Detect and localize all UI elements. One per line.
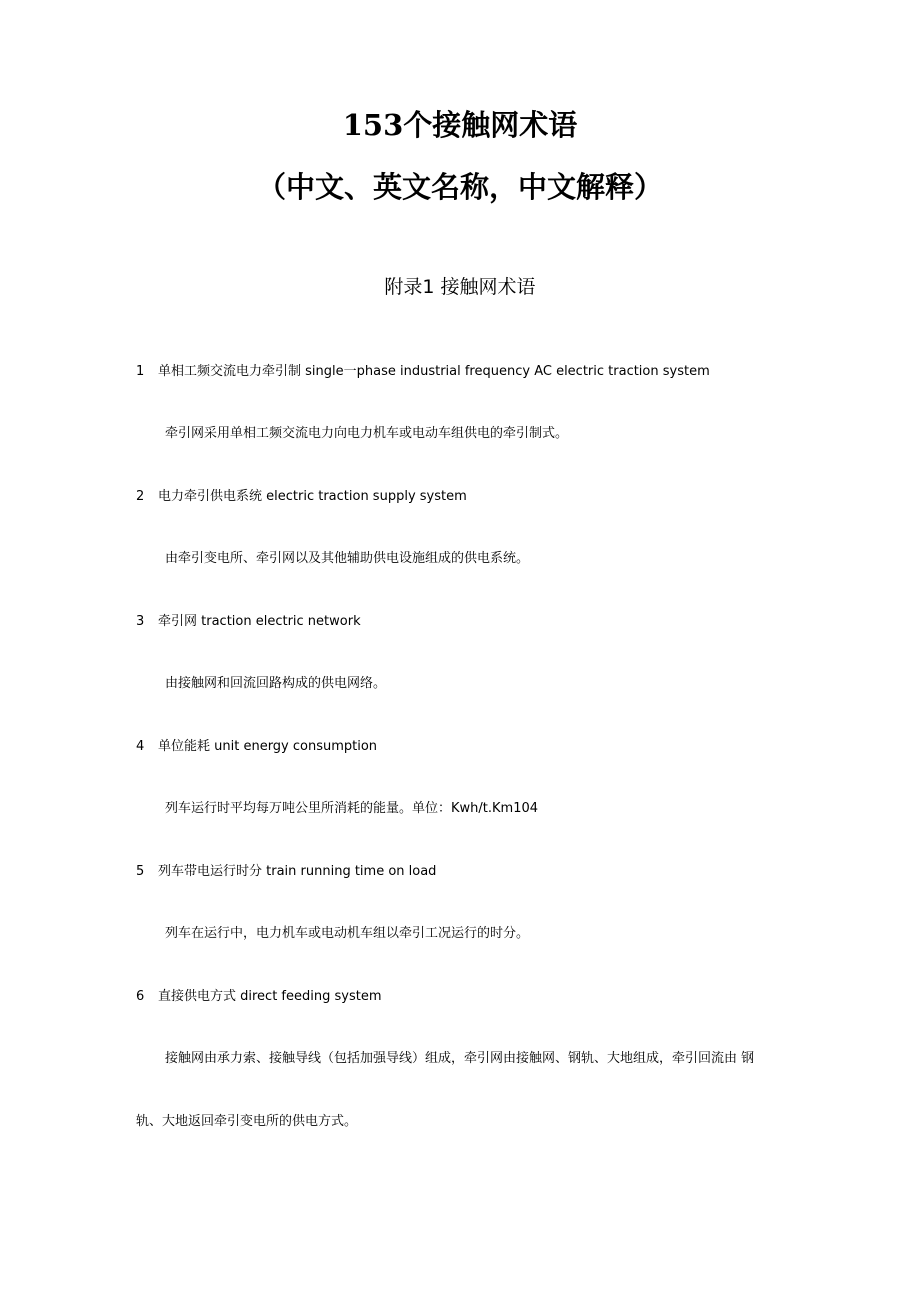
entry-number: 2 [136, 489, 145, 504]
entry-term: 电力牵引供电系统 electric traction supply system [158, 489, 467, 504]
entry-definition: 列车运行时平均每万吨公里所消耗的能量。单位：Kwh/t.Km104 [165, 801, 539, 816]
entry-term: 直接供电方式 direct feeding system [158, 989, 382, 1004]
entry-definition: 由接触网和回流回路构成的供电网络。 [165, 676, 387, 691]
entry-number: 4 [136, 739, 145, 754]
entry-number: 5 [136, 864, 145, 879]
entry-number: 1 [136, 364, 145, 379]
section-heading: 附录1 接触网术语 [384, 276, 536, 298]
entry-definition: 列车在运行中，电力机车或电动机车组以牵引工况运行的时分。 [165, 926, 530, 941]
entry-number: 3 [136, 614, 145, 629]
entry-term: 单位能耗 unit energy consumption [158, 739, 378, 754]
entry-definition-continuation: 轨、大地返回牵引变电所的供电方式。 [136, 1114, 358, 1129]
entry-definition: 由牵引变电所、牵引网以及其他辅助供电设施组成的供电系统。 [165, 551, 530, 566]
entry-term: 牵引网 traction electric network [158, 614, 361, 629]
entry-definition: 接触网由承力索、接触导线（包括加强导线）组成，牵引网由接触网、钢轨、大地组成，牵引回流由 钢 [165, 1051, 755, 1066]
entry-term: 单相工频交流电力牵引制 single一phase industrial frequency AC electric traction system [158, 364, 710, 379]
entry-definition: 牵引网采用单相工频交流电力向电力机车或电动车组供电的牵引制式。 [165, 426, 569, 441]
entry-number: 6 [136, 989, 145, 1004]
document-subtitle: （中文、英文名称，中文解释） [256, 170, 663, 204]
entry-term: 列车带电运行时分 train running time on load [158, 864, 437, 879]
document-title: 153个接触网术语 [342, 108, 578, 142]
